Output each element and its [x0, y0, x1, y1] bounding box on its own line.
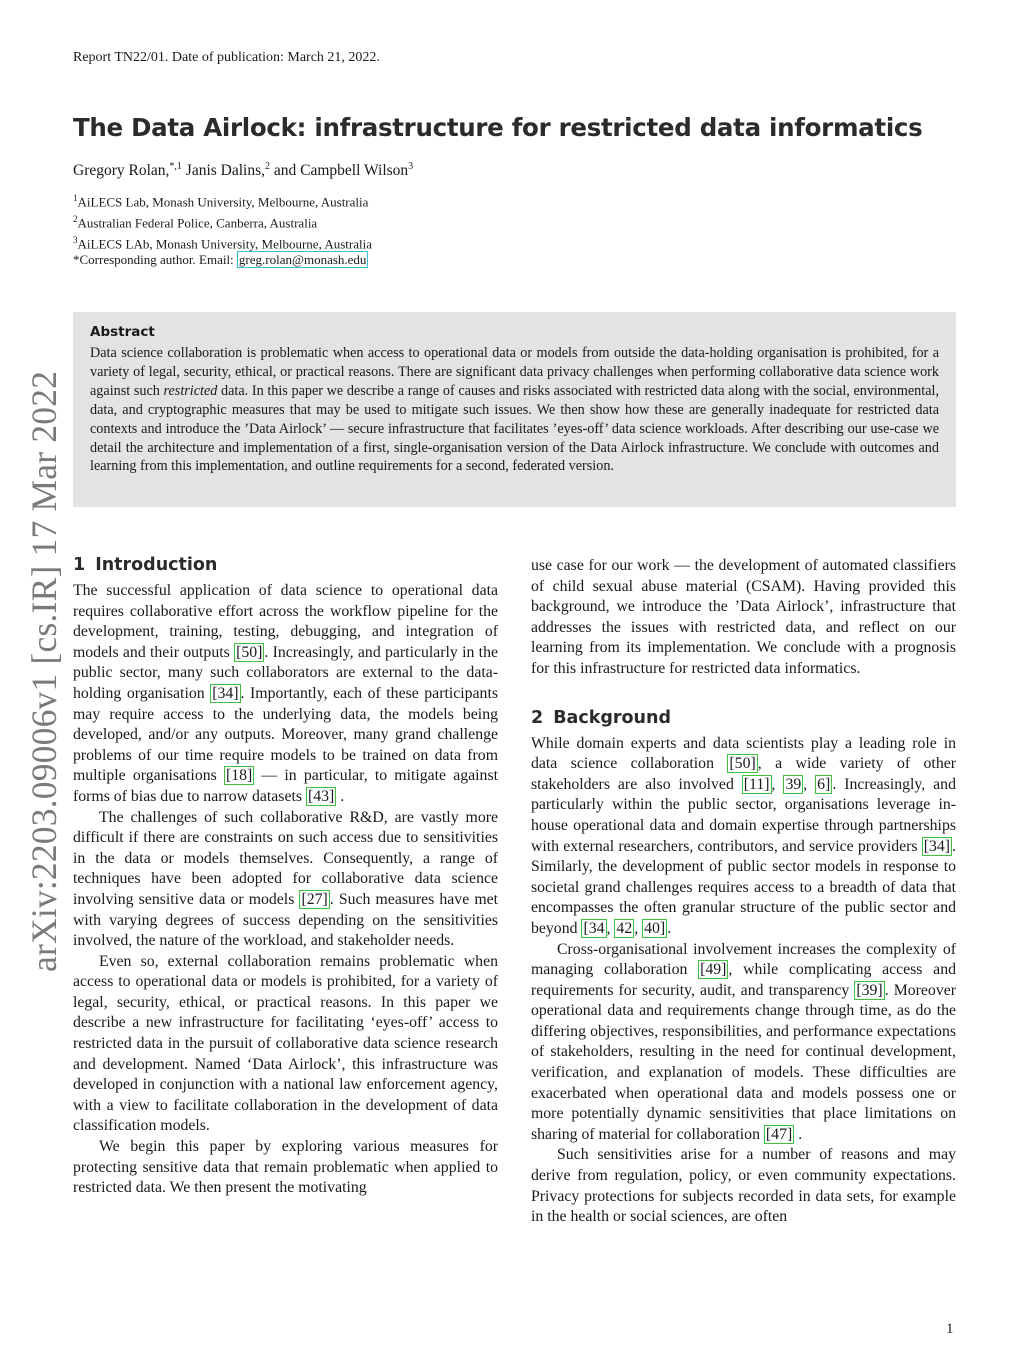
text-run: , while complicating access and requirements for security, audit, and transparency: [531, 961, 956, 999]
citation-link[interactable]: [34: [583, 919, 605, 937]
arxiv-stamp: arXiv:2203.09006v1 [cs.IR] 17 Mar 2022: [24, 370, 64, 972]
affiliation: [73, 190, 372, 211]
author-affil-marker: 3: [408, 161, 414, 172]
text-run: While domain experts and data scientists play a leading role in data science collaboration: [531, 734, 956, 773]
citation-link[interactable]: [27]: [301, 890, 328, 908]
author-name: Janis Dalins,: [181, 162, 266, 180]
affil-marker: 2: [73, 213, 78, 224]
citation-link[interactable]: [47]: [765, 1125, 793, 1143]
abstract-text-part: data. In this paper we describe a range of causes and risks associated with restricted data along with the social, environmental, data, and cryptographic measures that may be used to mitigate such issues. We then show how these are generally inadequate for restricted data contexts and introduce the ’Data Airlock’ — secure infrastructure that facilitates ’eyes-off’ data science workloads. After describing our use-case we detail the architecture and implementation of a first, single-organisation version of the Data Airlock infrastructure. We conclude with outcomes and learning from this implementation, and outline requirements for a second, federated version.: [90, 382, 940, 475]
affiliation: [73, 232, 372, 253]
abstract-heading: Abstract: [90, 324, 155, 340]
citation-link[interactable]: [18]: [225, 767, 253, 785]
author-affil-marker: 2: [265, 161, 271, 172]
citation-link[interactable]: 40]: [644, 919, 666, 937]
text-run: . Moreover operational data and requirements change through time, as do the differing objectives, responsibilities, and performance expectations of stakeholders, resulting in the need for continual development, verification, and explanation of models. These difficulties are exacerbated when operational data and models possess one or more potentially dynamic sensitivities that place limitations on sharing of material for collaboration: [531, 981, 957, 1143]
citation-link[interactable]: [50]: [729, 755, 756, 773]
paragraph: [531, 734, 956, 940]
text-run: The challenges of such collaborative R&D, are vastly more difficult if there are constraints on such access due to sensitivities in the data or models themselves. Consequently, a range of techniques have been adopted for collaborative data science involving sensitive data or models: [73, 808, 498, 908]
text-run: .: [794, 1125, 803, 1143]
corresponding-label: *Corresponding author. Email:: [73, 252, 237, 268]
text-run: The successful application of data science to operational data requires collaborative effort across the workflow pipeline for the development, training, testing, debugging, and integration of models and their outputs: [73, 582, 498, 661]
paragraph: Such sensitivities arise for a number of reasons and may derive from regulation, policy, or even community expectations. Privacy protections for subjects recorded in data sets, for example in the health or social sciences, are often: [531, 1146, 956, 1226]
paragraph: [73, 808, 498, 952]
section-number: 2: [531, 707, 544, 728]
affil-text: Australian Federal Police, Canberra, Australia: [77, 215, 318, 231]
paragraph: use case for our work — the development of automated classifiers of child sexual abuse material (CSAM). Having provided this background, we introduce the ’Data Airlock’, infrastructure that addresses the issues with restricted data, and reflect on our learning from its implementation. We conclude with a prognosis for this infrastructure for restricted data informatics.: [531, 557, 956, 677]
citation-link[interactable]: [11]: [743, 775, 770, 793]
affil-text: AiLECS Lab, Monash University, Melbourne, Australia: [77, 194, 369, 210]
abstract-text-part: Data science collaboration is problematic when access to operational data or models from outside the data-holding organisation is prohibited, for a variety of legal, security, ethical, or practical reasons. There are significant data privacy challenges when performing collaborative data science work against such: [90, 345, 939, 399]
author-name: and Campbell Wilson: [270, 162, 409, 180]
paper-title: The Data Airlock: infrastructure for restricted data informatics: [73, 113, 923, 142]
text-run: Cross-organisational involvement increases the complexity of managing collaboration: [531, 940, 956, 979]
author-affil-marker: *,1: [169, 161, 182, 172]
citation-link[interactable]: 42: [616, 919, 633, 937]
citation-link[interactable]: [39]: [856, 981, 883, 999]
section-spacer: [531, 680, 956, 706]
abstract-box: [73, 312, 956, 507]
paragraph: We begin this paper by exploring various measures for protecting sensitive data that remain problematic when applied to restricted data. We then present the motivating: [73, 1138, 498, 1197]
citation-link[interactable]: [34]: [212, 684, 239, 702]
abstract-text: [90, 344, 939, 476]
affiliations: [73, 190, 372, 269]
citation-link[interactable]: [34]: [923, 837, 951, 855]
text-run: ,: [634, 919, 643, 937]
author-name: Gregory Rolan,: [73, 162, 170, 180]
section-title: Background: [553, 707, 671, 728]
citation-link[interactable]: 6]: [817, 775, 831, 793]
author-list: [73, 161, 413, 180]
section-heading-background: [531, 706, 956, 730]
section-title: Introduction: [95, 555, 218, 575]
email-link[interactable]: greg.rolan@monash.edu: [238, 252, 367, 268]
abstract-emphasis: restricted: [163, 382, 218, 399]
citation-link[interactable]: [49]: [700, 961, 727, 979]
left-column: [73, 553, 498, 1199]
page-number: 1: [946, 1321, 954, 1337]
affil-marker: 3: [73, 234, 78, 245]
text-run: .: [667, 919, 672, 937]
paragraph: [73, 581, 498, 808]
text-run: — in particular, to mitigate against forms of bias due to narrow datasets: [73, 767, 498, 805]
section-heading-introduction: [73, 553, 498, 577]
text-run: ,: [771, 775, 784, 793]
text-run: . Such measures have met with varying degrees of success depending on the sensitivities involved, the nature of the workload, and stakeholder needs.: [73, 890, 499, 950]
text-run: .: [336, 787, 345, 805]
affil-text: AiLECS LAb, Monash University, Melbourne, Australia: [77, 235, 373, 251]
text-run: . Similarly, the development of public sector models in response to societal grand challenges requires access to a breadth of data that encompasses the often granular structure of the public sector and beyond: [531, 837, 956, 937]
text-run: . Increasingly, and particularly within the public sector, organisations leverage in-house operational data and domain expertise through partnerships with external researchers, contributors, and service providers: [531, 775, 956, 855]
paragraph: [531, 940, 956, 1146]
citation-link[interactable]: [50]: [236, 643, 263, 661]
citation-link[interactable]: 39: [785, 775, 802, 793]
right-column: [531, 556, 956, 1228]
section-number: 1: [73, 555, 86, 575]
text-run: ,: [606, 919, 615, 937]
citation-link[interactable]: [43]: [307, 787, 335, 805]
text-run: . Increasingly, and particularly in the public sector, many such collaborators are external to the data-holding organisation: [73, 643, 498, 702]
corresponding-author: [73, 252, 372, 269]
paragraph: Even so, external collaboration remains problematic when access to operational data or models is prohibited, for a variety of legal, security, ethical, or practical reasons. In this paper we describe a new infrastructure for facilitating ‘eyes-off’ access to restricted data in the pursuit of collaborative data science research and development. Named ‘Data Airlock’, this infrastructure was developed in conjunction with a national law enforcement agency, with a view to facilitate collaboration in the development of data classification models.: [73, 952, 498, 1135]
text-run: ,: [803, 775, 816, 793]
text-run: , a wide variety of other stakeholders are also involved: [531, 755, 956, 793]
report-line: Report TN22/01. Date of publication: March 21, 2022.: [73, 50, 380, 65]
affil-marker: 1: [73, 193, 78, 203]
text-run: . Importantly, each of these participants may require access to the underlying data, the models being developed, and/or any outputs. Moreover, many grand challenge problems of our time require models to be trained on data from multiple organisations: [73, 684, 498, 785]
affiliation: [73, 211, 372, 232]
